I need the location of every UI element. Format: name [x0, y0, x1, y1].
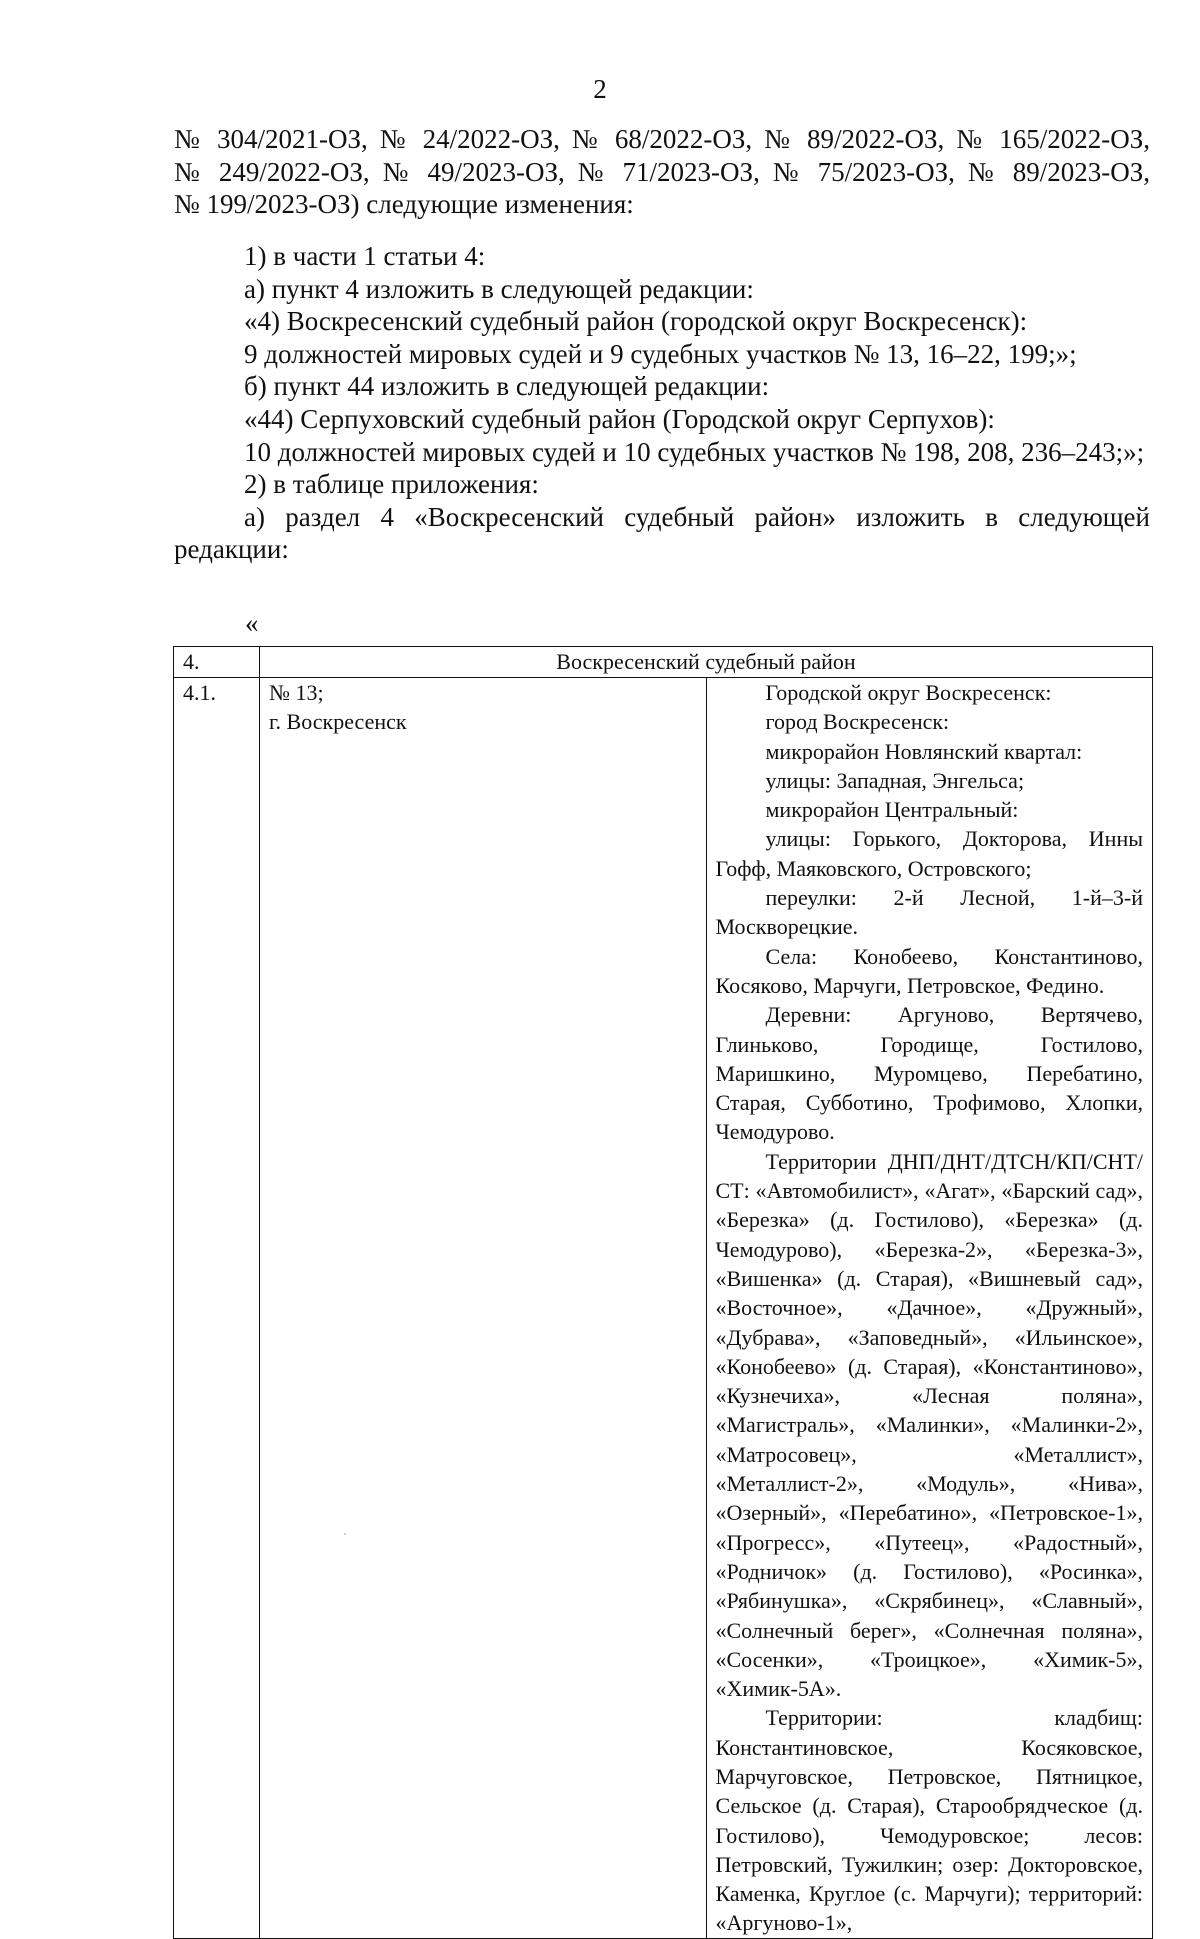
- section-number: 4.: [174, 647, 260, 678]
- territory-line: улицы: Западная, Энгельса;: [765, 767, 1025, 793]
- body-paragraph: 9 должностей мировых судей и 9 судебных участков № 13, 16–22, 199;»;: [244, 338, 1077, 369]
- scan-speck: [344, 1533, 346, 1535]
- territory-line: Городской округ Воскресенск:: [765, 680, 1052, 705]
- body-paragraph: «4) Воскресенский судебный район (городской округ Воскресенск):: [244, 306, 1028, 337]
- intro-line: № 249/2022-ОЗ, № 49/2023-ОЗ, № 71/2023-ОЗ, № 75/2023-ОЗ, № 89/2023-ОЗ,: [174, 156, 1150, 187]
- body-paragraph: 2) в таблице приложения:: [244, 469, 539, 500]
- body-paragraph: 10 должностей мировых судей и 10 судебных участков № 198, 208, 236–243;»;: [244, 436, 1145, 467]
- court-site-city: г. Воскресенск: [269, 709, 407, 735]
- section-title: Воскресенский судебный район: [260, 647, 1153, 678]
- court-site-number: № 13;: [269, 680, 324, 705]
- territory-cell: [706, 678, 1153, 1939]
- page-number: 2: [593, 74, 607, 104]
- row-number: 4.1.: [174, 678, 260, 1939]
- territory-paragraph: улицы: Горького, Докторова, Инны Гофф, Маяковского, Островского;: [715, 826, 1143, 881]
- territory-paragraph: Территории ДНП/ДНТ/ДТСН/КП/СНТ/СТ: «Автомобилист», «Агат», «Барский сад», «Березка» (д. Гостилово), «Березка» (д. Чемодурово), «Березка-2», «Березка-3», «Вишенка» (д. Старая), «Вишневый сад», «Восточное», «Дачное», «Дружный», «Дубрава», «Заповедный», «Ильинское», «Конобеево» (д. Старая), «Константиново», «Кузнечиха», «Лесная поляна», «Магистраль», «Малинки», «Малинки-2», «Матросовец», «Металлист», «Металлист-2», «Модуль», «Нива», «Озерный», «Перебатино», «Петровское-1», «Прогресс», «Путеец», «Радостный», «Родничок» (д. Гостилово), «Росинка», «Рябинушка», «Скрябинец», «Славный», «Солнечный берег», «Солнечная поляна», «Сосенки», «Троицкое», «Химик-5», «Химик-5А».: [715, 1148, 1143, 1702]
- intro-line: № 199/2023-ОЗ) следующие изменения:: [174, 189, 634, 220]
- amendments-text: [174, 240, 1150, 566]
- intro-paragraph: [174, 123, 1150, 221]
- body-paragraph: а) пункт 4 изложить в следующей редакции:: [244, 273, 754, 304]
- body-paragraph: «44) Серпуховский судебный район (Городской округ Серпухов):: [244, 403, 995, 434]
- territory-paragraph: переулки: 2-й Лесной, 1-й–3-й Москворецкие.: [715, 885, 1143, 940]
- table-row: [174, 647, 1153, 678]
- body-paragraph: б) пункт 44 изложить в следующей редакции:: [244, 371, 770, 402]
- opening-quote: «: [245, 608, 259, 638]
- territory-paragraph: Деревни: Аргуново, Вертячево, Глиньково, Городище, Гостилово, Маришкино, Муромцево, Перебатино, Старая, Субботино, Трофимово, Хлопки, Чемодурово.: [715, 1002, 1143, 1145]
- court-district-table: [173, 646, 1153, 1939]
- body-paragraph: а) раздел 4 «Воскресенский судебный район» изложить в следующей редакции:: [174, 501, 1150, 565]
- territory-line: город Воскресенск:: [765, 709, 950, 735]
- territory-line: микрорайон Центральный:: [765, 797, 1019, 823]
- body-paragraph: 1) в части 1 статьи 4:: [244, 241, 486, 271]
- intro-line: № 304/2021-ОЗ, № 24/2022-ОЗ, № 68/2022-ОЗ, № 89/2022-ОЗ, № 165/2022-ОЗ,: [174, 124, 1150, 154]
- court-site-cell: [260, 678, 707, 1939]
- territory-paragraph: Села: Конобеево, Константиново, Косяково, Марчуги, Петровское, Федино.: [715, 943, 1143, 998]
- table-row: [174, 678, 1153, 1939]
- territory-line: микрорайон Новлянский квартал:: [765, 738, 1083, 764]
- territory-paragraph: Территории: кладбищ: Константиновское, Косяковское, Марчуговское, Петровское, Пятницкое, Сельское (д. Старая), Старообрядческое (д. Гостилово), Чемодуровское; лесов: Петровский, Тужилкин; озер: Докторовское, Каменка, Круглое (с. Марчуги); территорий: «Аргуново-1»,: [715, 1705, 1143, 1936]
